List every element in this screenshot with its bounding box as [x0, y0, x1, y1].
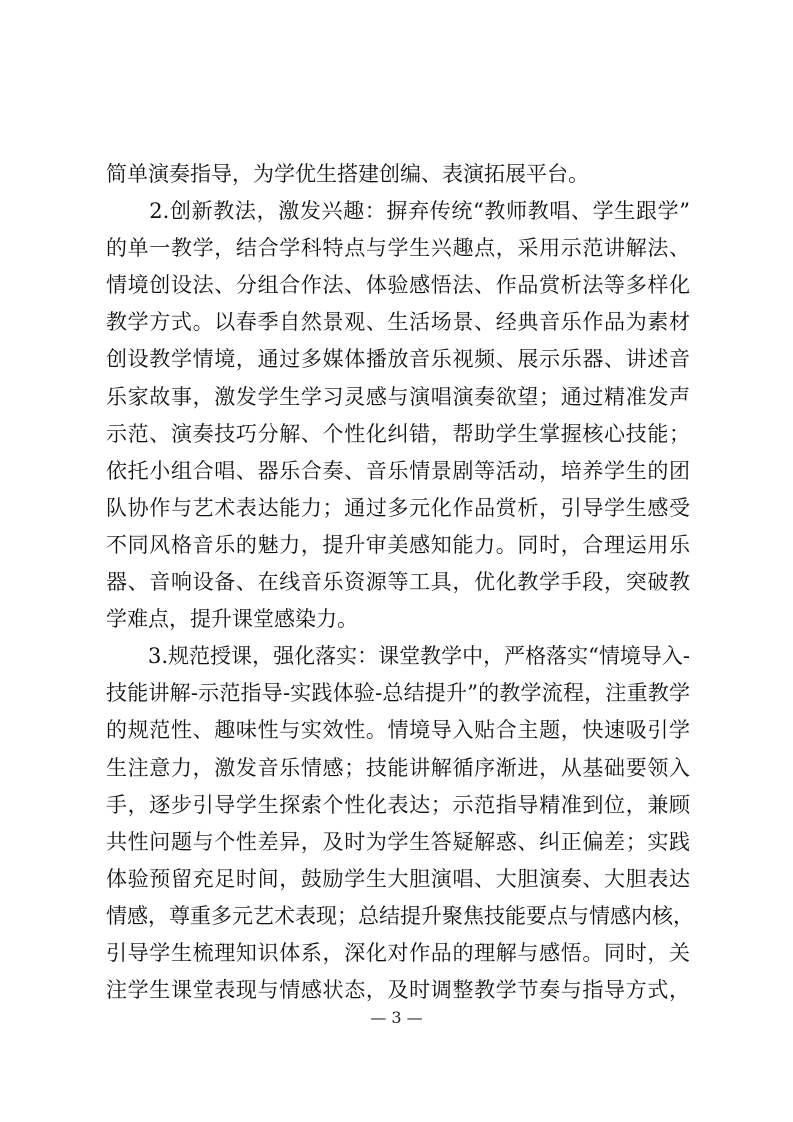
text-line: 注学生课堂表现与情感状态，及时调整教学节奏与指导方式， — [106, 978, 690, 1003]
text-line: 生注意力，激发音乐情感；技能讲解循序渐进，从基础要领入 — [106, 755, 690, 780]
text-line: 2.创新教法，激发兴趣：摒弃传统“教师教唱、学生跟学” — [106, 199, 690, 224]
text-line: 引导学生梳理知识体系，深化对作品的理解与感悟。同时，关 — [106, 940, 690, 965]
text-line: 手，逐步引导学生探索个性化表达；示范指导精准到位，兼顾 — [106, 792, 690, 817]
paragraph-2 — [106, 193, 690, 638]
text-line: 的规范性、趣味性与实效性。情境导入贴合主题，快速吸引学 — [106, 718, 690, 743]
text-line: 情境创设法、分组合作法、体验感悟法、作品赏析法等多样化 — [106, 273, 690, 298]
document-body — [106, 156, 694, 1009]
text-line: 不同风格音乐的魅力，提升审美感知能力。同时，合理运用乐 — [106, 532, 690, 557]
text-line: 学难点，提升课堂感染力。 — [106, 607, 358, 632]
text-line: 示范、演奏技巧分解、个性化纠错，帮助学生掌握核心技能； — [106, 421, 690, 446]
paragraph-1 — [106, 156, 690, 193]
text-line: 体验预留充足时间，鼓励学生大胆演唱、大胆演奏、大胆表达 — [106, 866, 690, 891]
text-line: 的单一教学，结合学科特点与学生兴趣点，采用示范讲解法、 — [106, 236, 690, 261]
text-line: 教学方式。以春季自然景观、生活场景、经典音乐作品为素材 — [106, 310, 690, 335]
paragraph-3 — [106, 638, 694, 1009]
text-line: 创设教学情境，通过多媒体播放音乐视频、展示乐器、讲述音 — [106, 347, 690, 372]
text-line: 依托小组合唱、器乐合奏、音乐情景剧等活动，培养学生的团 — [106, 458, 690, 483]
text-line: 简单演奏指导，为学优生搭建创编、表演拓展平台。 — [106, 162, 589, 186]
text-line: 共性问题与个性差异，及时为学生答疑解惑、纠正偏差；实践 — [106, 829, 690, 854]
text-line: 队协作与艺术表达能力；通过多元化作品赏析，引导学生感受 — [106, 495, 690, 520]
text-line: 3.规范授课，强化落实：课堂教学中，严格落实“情境导入- — [106, 644, 690, 669]
text-line: 器、音响设备、在线音乐资源等工具，优化教学手段，突破教 — [106, 570, 690, 595]
text-line: 乐家故事，激发学生学习灵感与演唱演奏欲望；通过精准发声 — [106, 384, 690, 409]
text-line: 技能讲解-示范指导-实践体验-总结提升”的教学流程，注重教学 — [106, 681, 690, 706]
page-number: — 3 — — [370, 1008, 423, 1027]
text-line: 情感，尊重多元艺术表现；总结提升聚焦技能要点与情感内核， — [106, 903, 694, 928]
